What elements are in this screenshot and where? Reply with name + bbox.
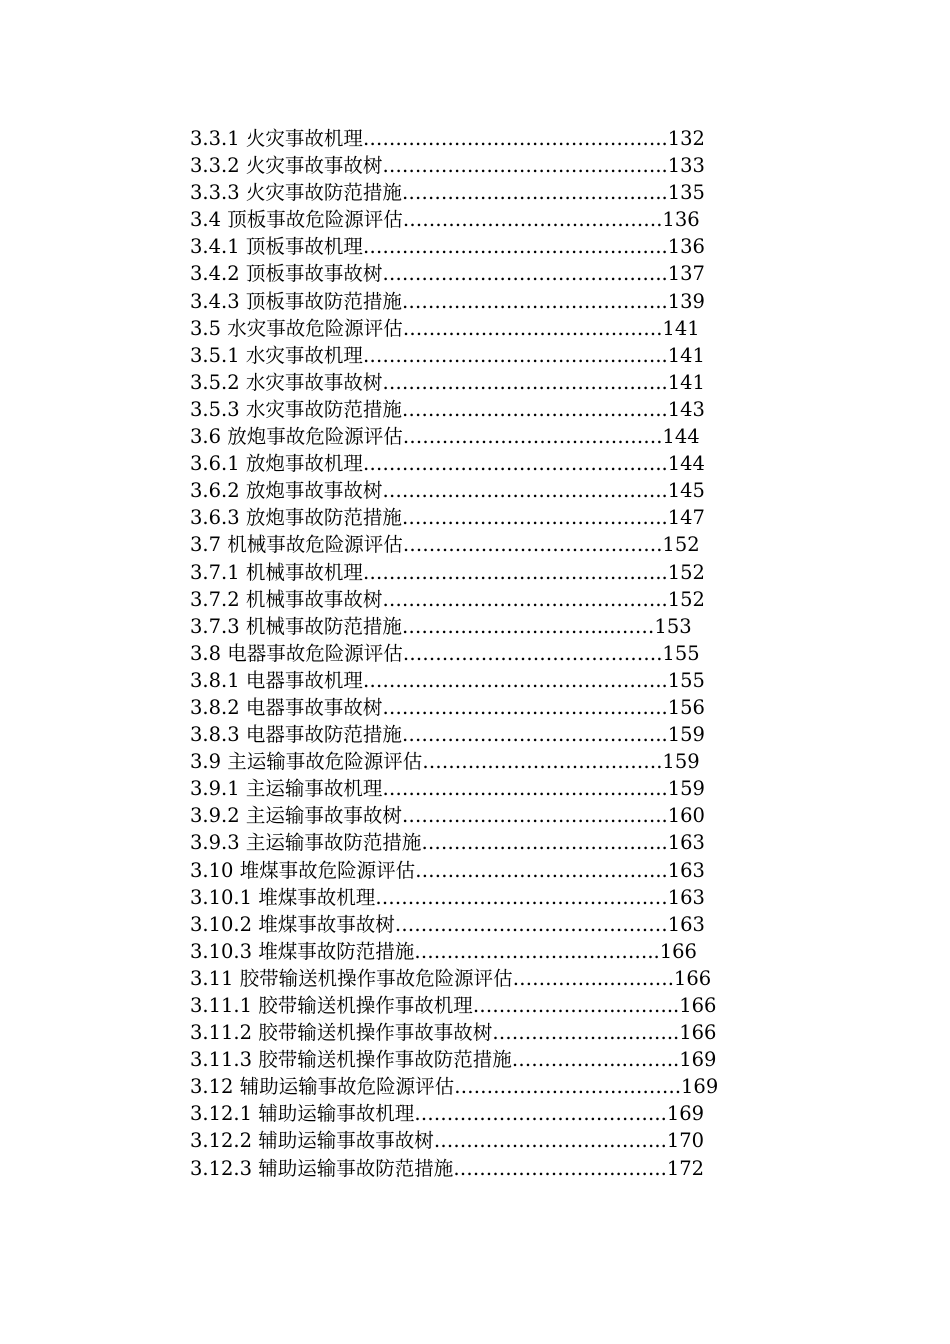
toc-entry: 3.4.1 顶板事故机理………………………………………..136 — [190, 235, 705, 259]
toc-entry: 3.6.2 放炮事故事故树……………………………………..145 — [190, 479, 705, 503]
toc-entry: 3.7 机械事故危险源评估………………………………….152 — [190, 533, 700, 557]
toc-entry: 3.5.2 水灾事故事故树……………………………………..141 — [190, 370, 705, 394]
toc-entry: 3.4.3 顶板事故防范措施…………………………………..139 — [190, 289, 705, 313]
toc-entry: 3.7.2 机械事故事故树……………………………………..152 — [190, 587, 705, 611]
toc-entry: 3.5.1 水灾事故机理………………………………………..141 — [190, 343, 705, 367]
toc-entry: 3.6 放炮事故危险源评估………………………………….144 — [190, 425, 700, 449]
toc-entry: 3.5 水灾事故危险源评估………………………………….141 — [190, 316, 700, 340]
table-of-contents — [190, 125, 750, 1182]
toc-entry: 3.11.2 胶带输送机操作事故事故树………………...……..166 — [190, 1021, 717, 1045]
toc-entry: 3.4 顶板事故危险源评估………………………………….136 — [190, 208, 700, 232]
toc-entry: 3.10 堆煤事故危险源评估………………………………...163 — [190, 858, 705, 882]
toc-entry: 3.11.1 胶带输送机操作事故机理…………………...……..166 — [190, 994, 717, 1017]
toc-entry: 3.8.3 电器事故防范措施…………………………………..159 — [190, 723, 705, 747]
toc-entry: 3.6.3 放炮事故防范措施…………………………………..147 — [190, 506, 705, 530]
toc-entry: 3.3.2 火灾事故事故树……………………………………..133 — [190, 154, 705, 178]
toc-entry: 3.10.3 堆煤事故防范措施……………………...………..166 — [190, 939, 697, 963]
toc-entry: 3.7.1 机械事故机理………………………………………..152 — [190, 560, 705, 584]
toc-entry: 3.9.2 主运输事故事故树…………………………………..160 — [190, 804, 705, 828]
toc-entry: 3.4.2 顶板事故事故树……………………………………..137 — [190, 262, 705, 286]
toc-entry: 3.8.2 电器事故事故树……………………………………..156 — [190, 695, 705, 719]
toc-entry: 3.9 主运输事故危险源评估……………………………….159 — [190, 750, 700, 774]
toc-entry: 3.6.1 放炮事故机理………………………………………..144 — [190, 452, 705, 476]
toc-entry: 3.3.3 火灾事故防范措施…………………………………..135 — [190, 181, 705, 205]
toc-entry: 3.11.3 胶带输送机操作事故防范措施……………...……..169 — [190, 1048, 717, 1072]
toc-entry: 3.10.1 堆煤事故机理………………………………………163 — [190, 885, 705, 909]
toc-entry: 3.8.1 电器事故机理………………………………………..155 — [190, 668, 705, 692]
toc-entry: 3.12.1 辅助运输事故机理……………………….………..169 — [190, 1102, 705, 1126]
toc-entry: 3.5.3 水灾事故防范措施…………………………………..143 — [190, 397, 705, 421]
toc-entry: 3.8 电器事故危险源评估………………………………….155 — [190, 641, 700, 665]
toc-entry: 3.12.2 辅助运输事故事故树……………………….……..170 — [190, 1129, 705, 1153]
toc-entry: 3.12 辅助运输事故危险源评估…………………….……….169 — [190, 1075, 719, 1099]
toc-entry: 3.10.2 堆煤事故事故树……………………………………163 — [190, 912, 705, 936]
toc-entry: 3.11 胶带输送机操作事故危险源评估…………...……….166 — [190, 966, 712, 990]
toc-entry: 3.9.3 主运输事故防范措施………………………………..163 — [190, 831, 705, 855]
toc-entry: 3.3.1 火灾事故机理………………………………………..132 — [190, 127, 705, 150]
toc-entry: 3.7.3 机械事故防范措施…………………………...……153 — [190, 614, 692, 638]
toc-entry: 3.12.3 辅助运输事故防范措施…………………….……..172 — [190, 1156, 705, 1180]
toc-entry: 3.9.1 主运输事故机理……………………………………..159 — [190, 777, 705, 801]
